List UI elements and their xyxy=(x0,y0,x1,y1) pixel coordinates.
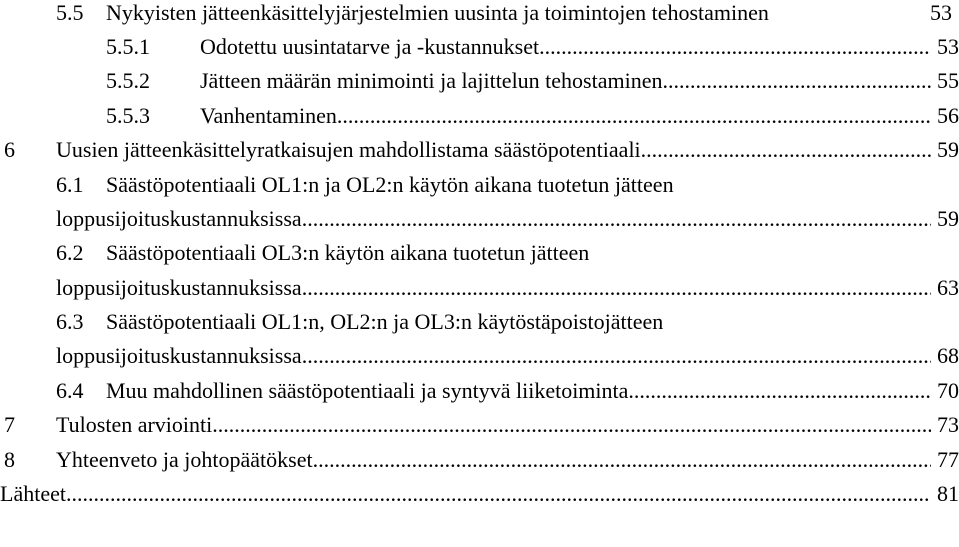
toc-entry-6[interactable] xyxy=(0,133,959,167)
toc-entry-number: 6.1 xyxy=(56,172,84,197)
toc-entry-title: Vanhentaminen xyxy=(200,103,337,128)
toc-entry-page: 63 xyxy=(937,275,959,300)
toc-entry-5-5[interactable] xyxy=(0,0,959,30)
toc-entry-page: 55 xyxy=(937,68,959,93)
toc-entry-title: Yhteenveto ja johtopäätökset xyxy=(56,447,313,472)
toc-entry-title: Säästöpotentiaali OL3:n käytön aikana tuotetun jätteen xyxy=(106,240,590,265)
toc-entry-6-1-cont[interactable] xyxy=(0,202,959,236)
toc-entry-page: 70 xyxy=(937,378,959,403)
toc-leader-dots xyxy=(662,64,931,98)
toc-entry-6-2[interactable] xyxy=(0,236,959,270)
toc-entry-number: 6.4 xyxy=(56,378,84,403)
toc-entry-6-4[interactable] xyxy=(0,374,959,408)
toc-entry-references[interactable] xyxy=(0,477,959,511)
toc-entry-title: Uusien jätteenkäsittelyratkaisujen mahdollistama säästöpotentiaali xyxy=(56,137,641,162)
toc-entry-title: Säästöpotentiaali OL1:n, OL2:n ja OL3:n käytöstäpoistojätteen xyxy=(106,309,664,334)
toc-entry-page: 59 xyxy=(937,206,959,231)
toc-leader-dots xyxy=(302,339,931,373)
toc-leader-dots xyxy=(302,271,931,305)
toc-leader-dots xyxy=(302,202,931,236)
toc-entry-page: 77 xyxy=(937,447,959,472)
toc-entry-6-2-cont[interactable] xyxy=(0,271,959,305)
toc-entry-5-5-3[interactable] xyxy=(0,99,959,133)
toc-entry-title: Muu mahdollinen säästöpotentiaali ja syntyvä liiketoiminta xyxy=(106,378,629,403)
toc-entry-page: 81 xyxy=(937,481,959,506)
toc-entry-title: Lähteet xyxy=(0,481,66,506)
toc-leader-dots xyxy=(628,374,931,408)
toc-entry-page: 73 xyxy=(937,412,959,437)
toc-entry-number: 6.2 xyxy=(56,240,84,265)
toc-entry-title-continuation: loppusijoituskustannuksissa xyxy=(56,275,302,300)
toc-entry-number: 5.5.2 xyxy=(106,68,150,93)
toc-entry-6-1[interactable] xyxy=(0,168,959,202)
toc-entry-title: Jätteen määrän minimointi ja lajittelun tehostaminen xyxy=(200,68,663,93)
toc-entry-title-continuation: loppusijoituskustannuksissa xyxy=(56,206,302,231)
toc-entry-6-3[interactable] xyxy=(0,305,959,339)
toc-entry-title: Tulosten arviointi xyxy=(56,412,213,437)
toc-entry-6-3-cont[interactable] xyxy=(0,339,959,373)
toc-entry-title: Säästöpotentiaali OL1:n ja OL2:n käytön aikana tuotetun jätteen xyxy=(106,172,674,197)
toc-entry-page: 56 xyxy=(937,103,959,128)
toc-entry-title: Odotettu uusintatarve ja -kustannukset xyxy=(200,34,540,59)
toc-entry-title-continuation: loppusijoituskustannuksissa xyxy=(56,343,302,368)
toc-entry-page: 53 xyxy=(930,0,952,25)
toc-leader-dots xyxy=(539,30,931,64)
toc-entry-8[interactable] xyxy=(0,443,959,477)
toc-entry-page: 53 xyxy=(937,34,959,59)
toc-entry-title: Nykyisten jätteenkäsittelyjärjestelmien uusinta ja toimintojen tehostaminen xyxy=(106,0,769,25)
toc-leader-dots xyxy=(66,477,931,511)
toc-entry-5-5-1[interactable] xyxy=(0,30,959,64)
toc-entry-7[interactable] xyxy=(0,408,959,442)
toc-entry-5-5-2[interactable] xyxy=(0,64,959,98)
toc-entry-number: 5.5 xyxy=(56,0,84,25)
toc-entry-number: 6 xyxy=(4,137,15,162)
toc-entry-page: 68 xyxy=(937,343,959,368)
toc-leader-dots xyxy=(212,408,931,442)
toc-leader-dots xyxy=(337,99,931,133)
toc-leader-dots xyxy=(313,443,931,477)
toc-entry-number: 5.5.1 xyxy=(106,34,150,59)
toc-entry-number: 6.3 xyxy=(56,309,84,334)
toc-entry-number: 7 xyxy=(4,412,15,437)
toc-entry-number: 5.5.3 xyxy=(106,103,150,128)
toc-leader-dots xyxy=(641,133,931,167)
toc-entry-page: 59 xyxy=(937,137,959,162)
toc-entry-number: 8 xyxy=(4,447,15,472)
